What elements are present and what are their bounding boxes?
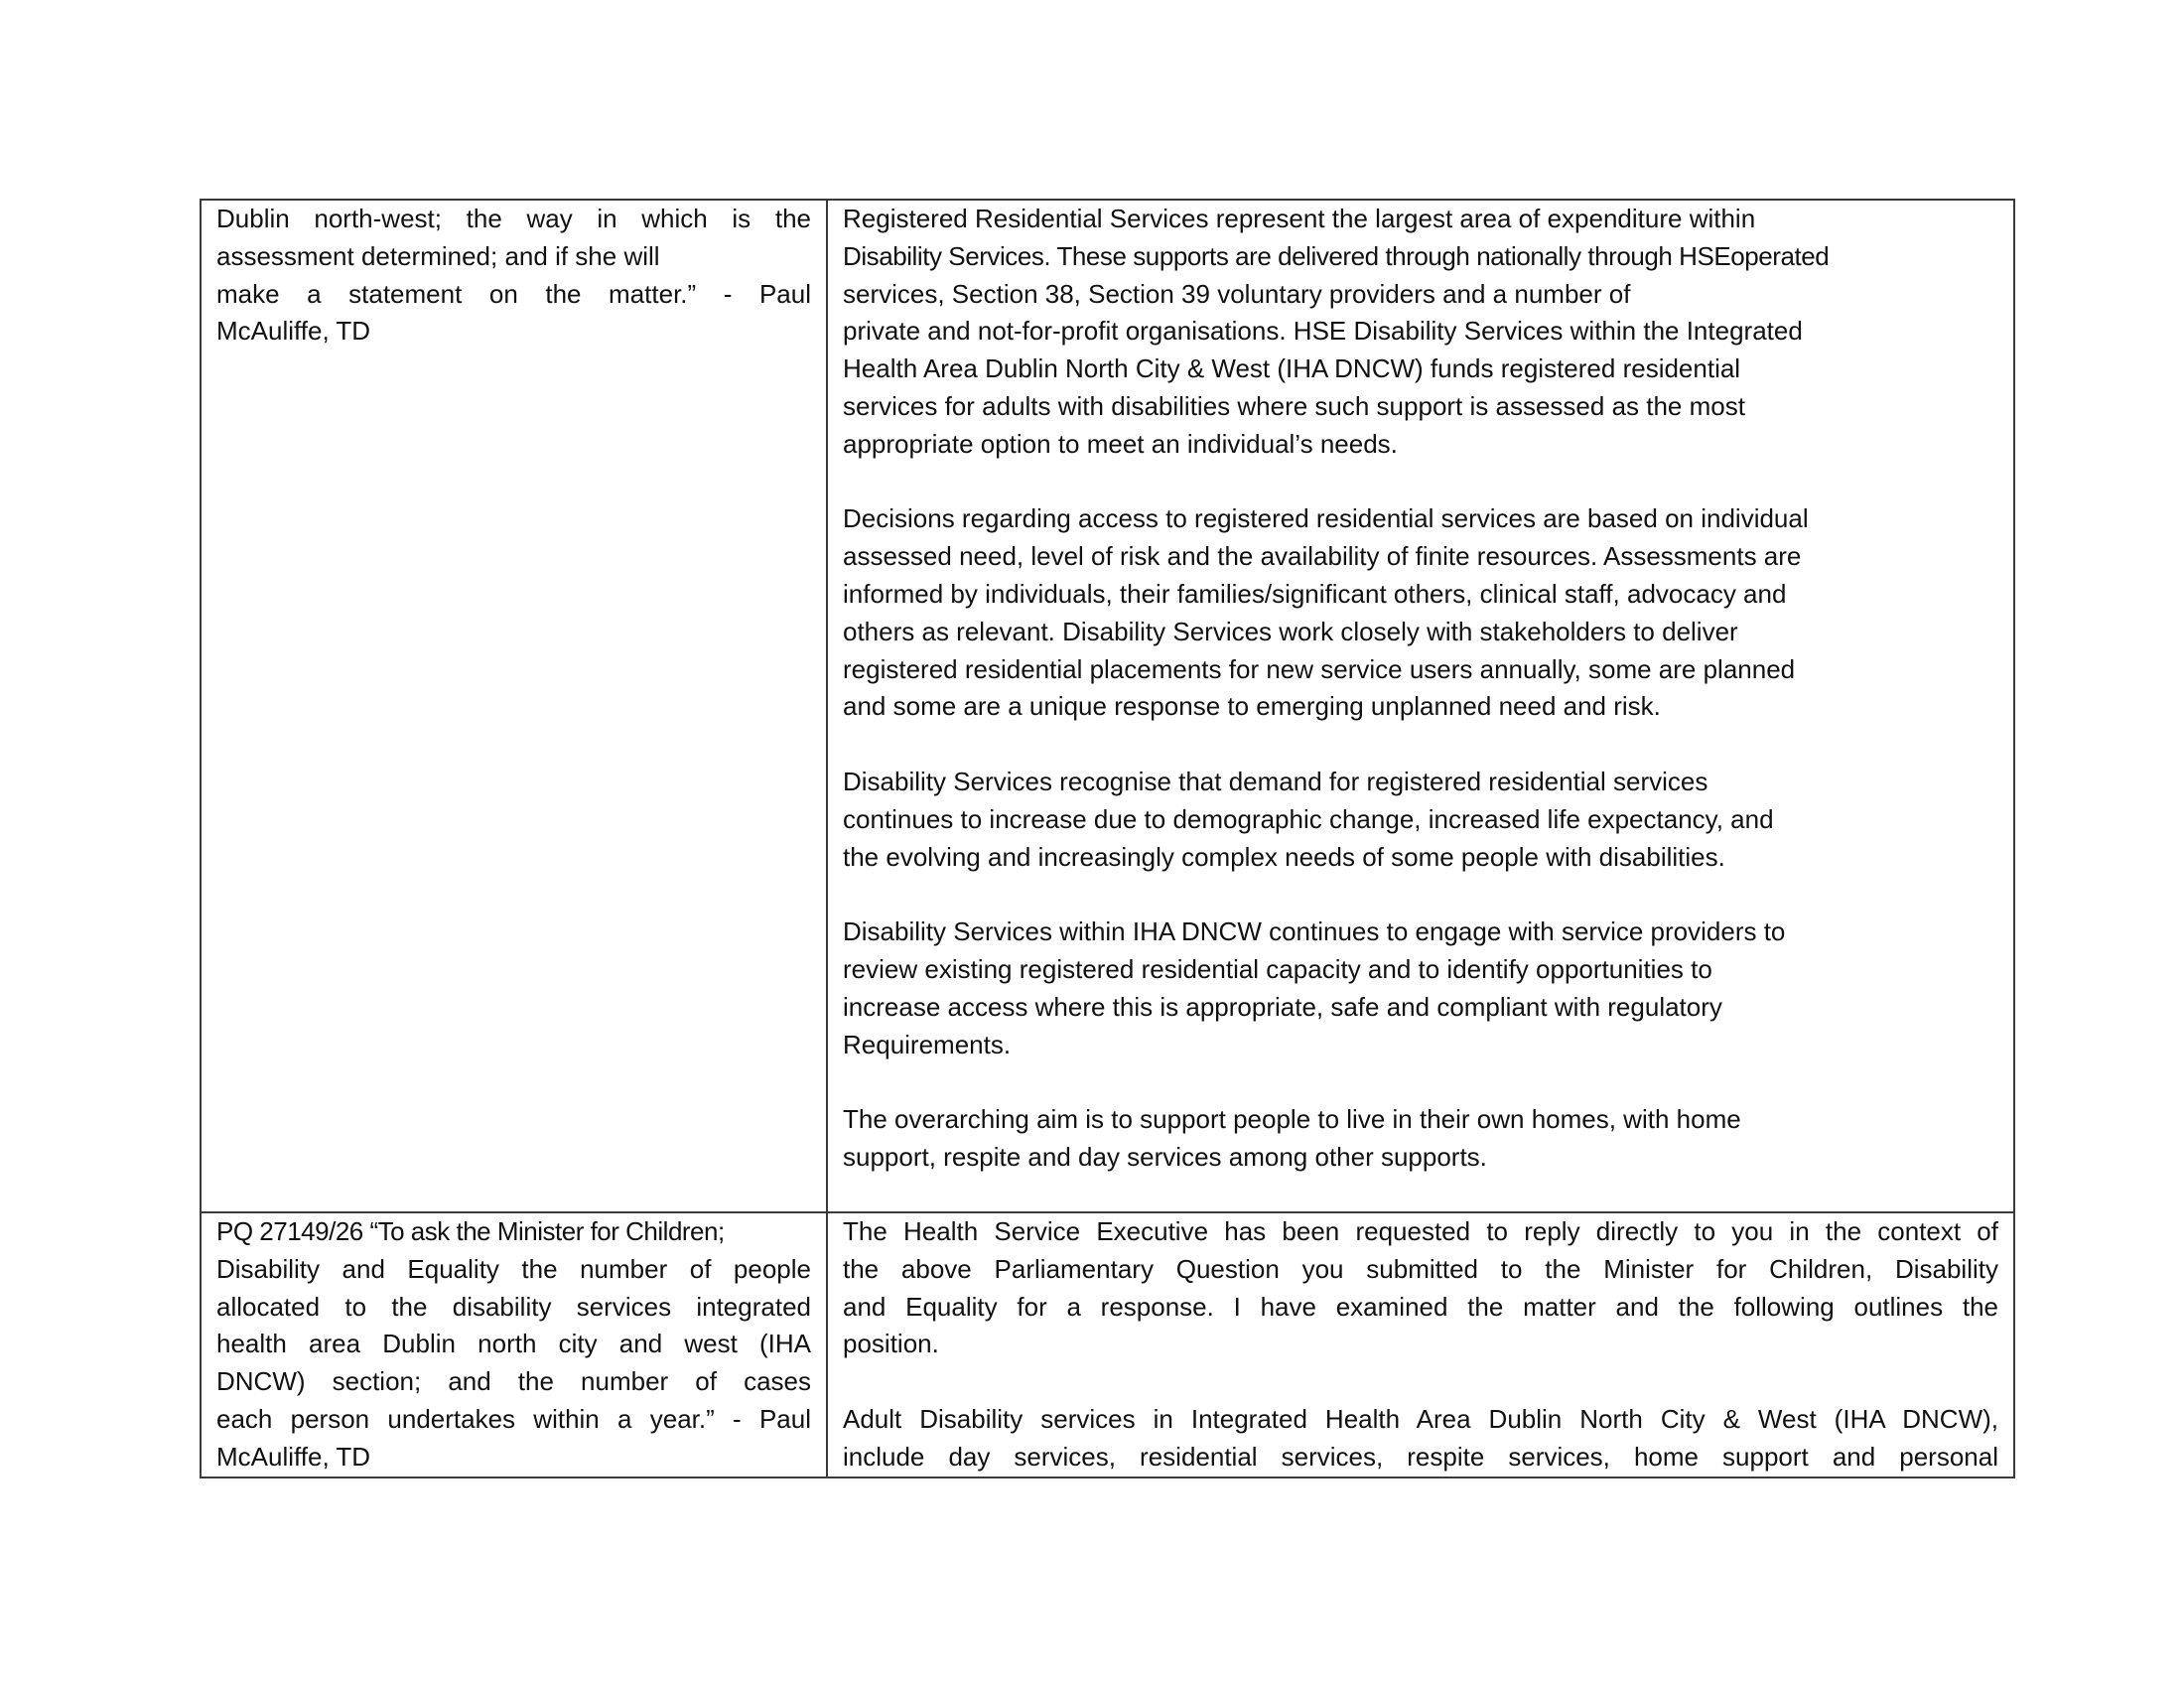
answer-line: The Health Service Executive has been requested to reply directly to you in the context of xyxy=(843,1216,1998,1246)
question-line: DNCW) section; and the number of cases xyxy=(216,1366,811,1397)
question-line: Dublin north-west; the way in which is the xyxy=(216,204,811,233)
table-row xyxy=(201,200,2014,1212)
answer-line: the evolving and increasingly complex needs of some people with disabilities. xyxy=(843,841,1725,872)
answer-line: private and not-for-profit organisations. HSE Disability Services within the Integrated xyxy=(843,316,1803,347)
answer-line: position. xyxy=(843,1329,939,1359)
answer-cell xyxy=(827,200,2014,1212)
answer-paragraph xyxy=(843,201,1998,464)
question-line: PQ 27149/26 “To ask the Minister for Children; xyxy=(216,1216,725,1246)
question-line: assessment determined; and if she will xyxy=(216,240,660,271)
answer-line: the above Parliamentary Question you submitted to the Minister for Children, Disability xyxy=(843,1253,1998,1284)
answer-paragraph xyxy=(843,764,1998,876)
answer-line: appropriate option to meet an individual’s needs. xyxy=(843,428,1398,459)
answer-line: Decisions regarding access to registered residential services are based on individual xyxy=(843,503,1809,534)
answer-line: Disability Services. These supports are delivered through nationally through HSEoperated xyxy=(843,240,1830,271)
answer-cell xyxy=(827,1212,2014,1477)
answer-line: support, respite and day services among other supports. xyxy=(843,1141,1487,1172)
question-cell xyxy=(201,200,827,1212)
answer-line: The overarching aim is to support people to live in their own homes, with home xyxy=(843,1104,1741,1135)
answer-paragraph xyxy=(843,1101,1998,1177)
answer-line: Disability Services recognise that demand for registered residential services xyxy=(843,766,1708,796)
question-line: McAuliffe, TD xyxy=(216,316,371,347)
question-line: each person undertakes within a year.” - Paul xyxy=(216,1403,811,1434)
question-line: make a statement on the matter.” - Paul xyxy=(216,278,811,309)
answer-line: increase access where this is appropriate, safe and compliant with regulatory xyxy=(843,991,1722,1022)
answer-paragraph xyxy=(843,500,1998,726)
answer-line: include day services, residential services, respite services, home support and personal xyxy=(843,1441,1998,1472)
answer-line: Requirements. xyxy=(843,1029,1012,1059)
answer-line: review existing registered residential capacity and to identify opportunities to xyxy=(843,953,1712,984)
answer-line: registered residential placements for new service users annually, some are planned xyxy=(843,653,1796,684)
answer-line: informed by individuals, their families/significant others, clinical staff, advocacy and xyxy=(843,578,1787,609)
answer-line: services, Section 38, Section 39 voluntary providers and a number of xyxy=(843,278,1631,309)
question-line: health area Dublin north city and west (IHA xyxy=(216,1329,811,1359)
table-row xyxy=(201,1212,2014,1477)
question-line: allocated to the disability services integrated xyxy=(216,1291,811,1322)
answer-line: and Equality for a response. I have examined the matter and the following outlines the xyxy=(843,1291,1998,1322)
answer-paragraph xyxy=(843,1401,1998,1477)
answer-line: assessed need, level of risk and the availability of finite resources. Assessments are xyxy=(843,541,1802,572)
answer-line: Health Area Dublin North City & West (IHA DNCW) funds registered residential xyxy=(843,353,1741,384)
answer-line: Disability Services within IHA DNCW continues to engage with service providers to xyxy=(843,916,1786,947)
answer-line: Adult Disability services in Integrated Health Area Dublin North City & West (IHA DNCW), xyxy=(843,1403,1998,1434)
answer-line: others as relevant. Disability Services work closely with stakeholders to deliver xyxy=(843,616,1738,646)
pq-response-table xyxy=(200,199,2015,1478)
question-cell xyxy=(201,1212,827,1477)
question-line: McAuliffe, TD xyxy=(216,1441,371,1472)
answer-line: continues to increase due to demographic change, increased life expectancy, and xyxy=(843,803,1774,834)
answer-line: Registered Residential Services represent the largest area of expenditure within xyxy=(843,204,1756,233)
answer-line: services for adults with disabilities where such support is assessed as the most xyxy=(843,390,1745,421)
answer-paragraph xyxy=(843,1213,1998,1363)
answer-paragraph xyxy=(843,914,1998,1063)
answer-line: and some are a unique response to emerging unplanned need and risk. xyxy=(843,691,1661,722)
question-line: Disability and Equality the number of people xyxy=(216,1253,811,1284)
